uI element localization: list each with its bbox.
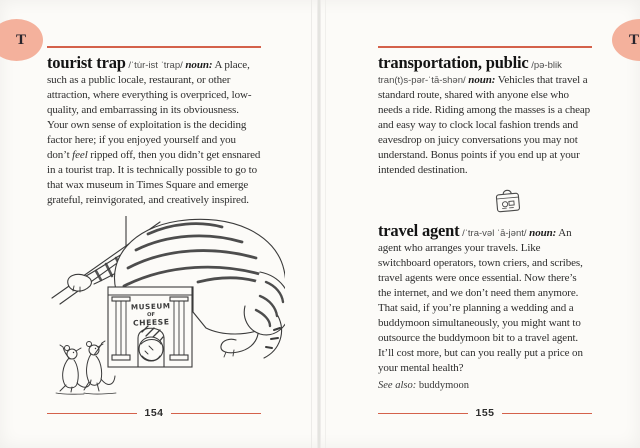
page-number-right: 155 bbox=[475, 407, 495, 419]
right-page-column bbox=[378, 40, 592, 393]
part-of-speech-tourist-trap: noun: bbox=[185, 59, 213, 71]
definition-tourist-trap-part1: A place, such as a public locale, restaurant, or other attraction, where everything is overpriced, low-quality, and embarrassing in its obviousness. Your own sense of exploitation is the deciding factor here; if you enjoyed yourself and you don’t bbox=[47, 59, 252, 161]
see-also-label: See also: bbox=[378, 380, 417, 391]
museum-sign-line1: MUSEUM bbox=[130, 301, 171, 312]
pronunciation-travel-agent: /ˈtra-vəl ˈā-jənt/ bbox=[462, 228, 527, 239]
entry-transportation-public bbox=[378, 55, 592, 178]
museum-facade bbox=[108, 287, 192, 367]
illustration-museum-of-cheese bbox=[50, 216, 285, 398]
headword-transportation-public: transportation, public bbox=[378, 53, 529, 72]
left-page-column bbox=[47, 40, 261, 208]
entry-tourist-trap bbox=[47, 55, 261, 208]
footer-rule-right-a bbox=[378, 413, 468, 414]
letter-tab-right-label: T bbox=[628, 31, 639, 48]
page-number-left: 154 bbox=[144, 407, 164, 419]
definition-tourist-trap-italic: feel bbox=[72, 149, 88, 161]
definition-tourist-trap-part2: ripped off, then you didn’t get ensnared in a tourist trap. It is technically possible to go to that wax museum in Times Square and emerge grateful, reinvigorated, and creatively inspired. bbox=[47, 149, 261, 206]
pronunciation-tourist-trap: /ˈtu̇r-ist ˈtrap/ bbox=[128, 60, 183, 71]
see-also-line bbox=[378, 379, 592, 393]
gutter-highlight bbox=[325, 0, 326, 448]
right-page-footer bbox=[378, 406, 592, 420]
gutter-fold bbox=[317, 0, 321, 448]
footer-rule-left-b bbox=[171, 413, 261, 414]
section-divider bbox=[378, 185, 592, 219]
letter-tab-right bbox=[612, 19, 640, 61]
headword-travel-agent: travel agent bbox=[378, 221, 460, 240]
gutter-shadow bbox=[311, 0, 312, 448]
footer-rule-right-b bbox=[502, 413, 592, 414]
part-of-speech-transportation-public: noun: bbox=[468, 74, 496, 86]
museum-sign-line2: OF bbox=[146, 311, 156, 319]
letter-tab-left bbox=[0, 19, 43, 61]
entry-rule-right bbox=[378, 46, 592, 48]
suitcase-icon bbox=[494, 185, 522, 217]
pronunciation-transportation-public: /pə-blik tran(t)s-pər-ˈtā-shən/ bbox=[378, 60, 562, 86]
mice bbox=[56, 341, 116, 394]
headword-tourist-trap: tourist trap bbox=[47, 53, 126, 72]
entry-rule-left bbox=[47, 46, 261, 48]
entry-travel-agent bbox=[378, 223, 592, 376]
definition-transportation-public: Vehicles that travel a standard route, shared with anyone else who needs a ride. Riding among the masses is a cheap and easy way to clock local fashion trends and eavesdrop on juicy conversations you may not understand. Bonus points if you end up at your intended destination. bbox=[378, 74, 591, 176]
part-of-speech-travel-agent: noun: bbox=[529, 227, 557, 239]
left-page-footer bbox=[47, 406, 261, 420]
see-also-value: buddymoon bbox=[418, 380, 469, 391]
museum-sign-line3: CHEESE bbox=[132, 317, 170, 328]
definition-travel-agent: An agent who arranges your travels. Like switchboard operators, town criers, and scribes, travel agents were once essential. Now there’s the internet, and we don’t need them anymore. That said, if you’re planning a wedding and a buddymoon simultaneously, you might want to outsource the buddymoon bit to a travel agent. It’ll cost more, but can you really put a price on your mental health? bbox=[378, 227, 583, 374]
cheese-ball bbox=[139, 337, 163, 361]
letter-tab-left-label: T bbox=[15, 31, 26, 48]
footer-rule-left-a bbox=[47, 413, 137, 414]
